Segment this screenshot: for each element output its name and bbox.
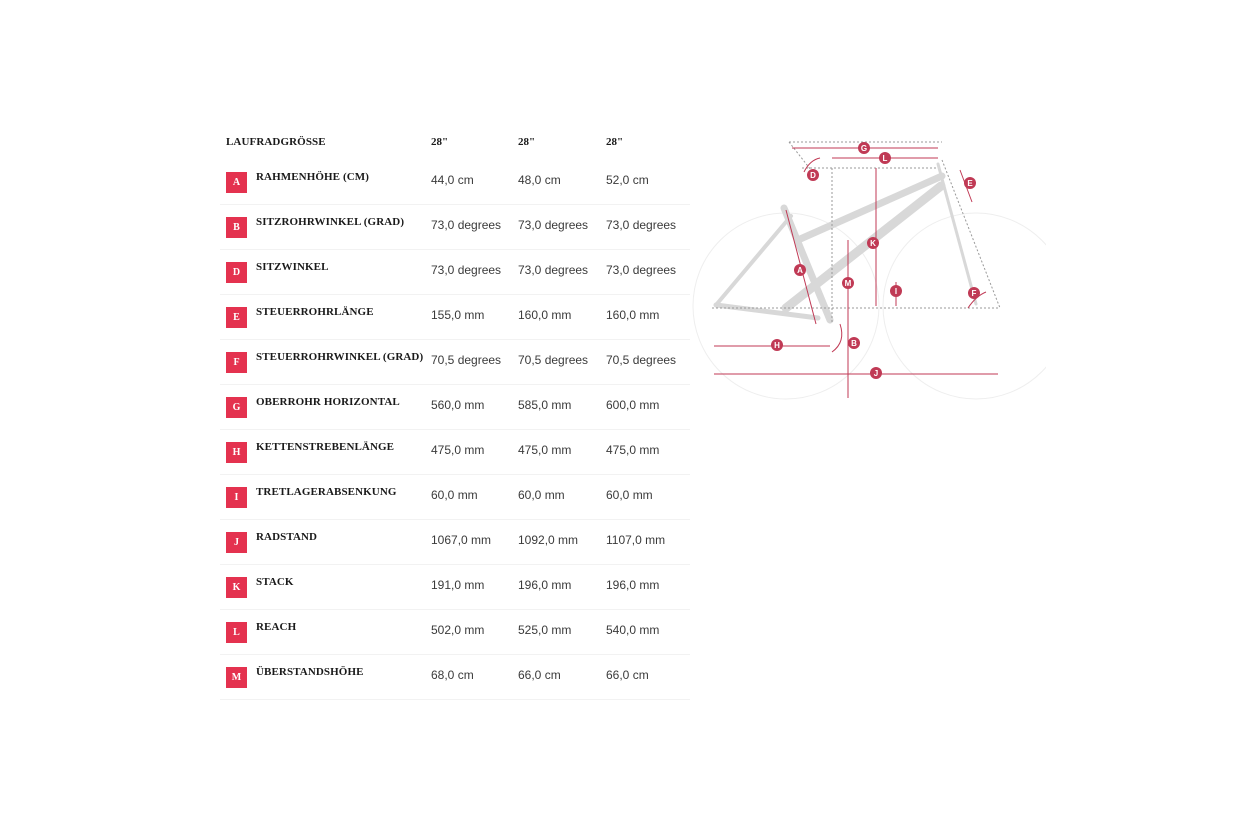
row-value: 155,0 mm xyxy=(431,308,485,322)
row-key-badge: J xyxy=(226,532,247,553)
row-label: RAHMENHÖHE (CM) xyxy=(256,171,370,183)
row-key-badge: I xyxy=(226,487,247,508)
marker-d xyxy=(807,169,819,181)
svg-text:F: F xyxy=(971,289,977,298)
front-wheel-outline xyxy=(883,213,1046,399)
row-value: 68,0 cm xyxy=(431,668,474,682)
row-value: 73,0 degrees xyxy=(518,218,589,232)
row-label: RADSTAND xyxy=(256,531,318,543)
row-divider xyxy=(220,699,690,700)
row-key-badge: A xyxy=(226,172,247,193)
row-value: 1107,0 mm xyxy=(606,533,666,547)
table-row xyxy=(220,250,690,295)
frame-geometry-diagram xyxy=(686,128,1046,408)
row-label: STEUERROHRLÄNGE xyxy=(256,306,374,318)
row-label: REACH xyxy=(256,621,297,633)
svg-text:K: K xyxy=(870,239,876,248)
row-value: 160,0 mm xyxy=(606,308,660,322)
marker-m xyxy=(842,277,854,289)
row-label: SITZWINKEL xyxy=(256,261,329,273)
row-value: 73,0 degrees xyxy=(606,263,677,277)
row-value: 70,5 degrees xyxy=(606,353,677,367)
row-key-badge: D xyxy=(226,262,247,283)
size-column-3-header: 28" xyxy=(606,136,624,148)
table-row xyxy=(220,295,690,340)
row-value: 70,5 degrees xyxy=(431,353,502,367)
row-key-badge: L xyxy=(226,622,247,643)
row-value: 191,0 mm xyxy=(431,578,485,592)
row-key-badge: F xyxy=(226,352,247,373)
row-value: 540,0 mm xyxy=(606,623,660,637)
row-value: 73,0 degrees xyxy=(431,263,502,277)
row-value: 600,0 mm xyxy=(606,398,660,412)
row-key-badge: H xyxy=(226,442,247,463)
row-key-badge: G xyxy=(226,397,247,418)
row-value: 52,0 cm xyxy=(606,173,649,187)
row-value: 560,0 mm xyxy=(431,398,485,412)
row-label: KETTENSTREBENLÄNGE xyxy=(256,441,395,453)
table-row xyxy=(220,655,690,700)
svg-text:M: M xyxy=(844,279,852,288)
row-value: 48,0 cm xyxy=(518,173,561,187)
row-label: TRETLAGERABSENKUNG xyxy=(256,486,397,498)
row-value: 502,0 mm xyxy=(431,623,485,637)
wheel-size-header: LAUFRADGRÖSSE xyxy=(226,136,326,148)
row-value: 66,0 cm xyxy=(518,668,561,682)
row-value: 60,0 mm xyxy=(606,488,653,502)
row-value: 70,5 degrees xyxy=(518,353,589,367)
row-key-badge: E xyxy=(226,307,247,328)
top-tube xyxy=(798,176,942,240)
marker-b xyxy=(848,337,860,349)
down-tube xyxy=(786,186,941,308)
marker-k xyxy=(867,237,879,249)
row-label: ÜBERSTANDSHÖHE xyxy=(256,666,364,678)
chain-stay xyxy=(716,305,818,318)
row-value: 73,0 degrees xyxy=(431,218,502,232)
svg-text:H: H xyxy=(774,341,780,350)
row-value: 73,0 degrees xyxy=(518,263,589,277)
row-key-badge: B xyxy=(226,217,247,238)
row-value: 66,0 cm xyxy=(606,668,649,682)
svg-text:A: A xyxy=(797,266,803,275)
row-value: 196,0 mm xyxy=(606,578,660,592)
row-label: OBERROHR HORIZONTAL xyxy=(256,396,400,408)
svg-text:J: J xyxy=(873,369,879,378)
table-row xyxy=(220,430,690,475)
marker-a xyxy=(794,264,806,276)
row-value: 60,0 mm xyxy=(431,488,478,502)
row-label: STACK xyxy=(256,576,294,588)
row-value: 525,0 mm xyxy=(518,623,572,637)
table-row xyxy=(220,205,690,250)
size-column-1-header: 28" xyxy=(431,136,449,148)
table-row xyxy=(220,565,690,610)
row-value: 196,0 mm xyxy=(518,578,572,592)
table-row xyxy=(220,160,690,205)
table-row xyxy=(220,385,690,430)
row-value: 475,0 mm xyxy=(606,443,660,457)
row-value: 73,0 degrees xyxy=(606,218,677,232)
geometry-table xyxy=(220,126,690,700)
row-label: SITZROHRWINKEL (GRAD) xyxy=(256,216,405,228)
row-key-badge: M xyxy=(226,667,247,688)
svg-text:G: G xyxy=(860,144,868,153)
svg-text:D: D xyxy=(810,171,816,180)
table-row xyxy=(220,475,690,520)
dimension-lines xyxy=(714,148,998,398)
row-value: 60,0 mm xyxy=(518,488,565,502)
marker-g xyxy=(858,142,870,154)
row-key-badge: K xyxy=(226,577,247,598)
row-value: 475,0 mm xyxy=(518,443,572,457)
seat-stay xyxy=(716,216,791,305)
row-value: 1067,0 mm xyxy=(431,533,492,547)
size-column-2-header: 28" xyxy=(518,136,536,148)
row-value: 475,0 mm xyxy=(431,443,485,457)
svg-text:L: L xyxy=(882,154,888,163)
svg-text:E: E xyxy=(967,179,973,188)
svg-text:I: I xyxy=(894,287,898,296)
marker-i xyxy=(890,285,902,297)
marker-h xyxy=(771,339,783,351)
dim-b-arc xyxy=(832,324,842,352)
row-value: 585,0 mm xyxy=(518,398,572,412)
marker-f xyxy=(968,287,980,299)
marker-l xyxy=(879,152,891,164)
table-row xyxy=(220,520,690,565)
row-value: 160,0 mm xyxy=(518,308,572,322)
marker-e xyxy=(964,177,976,189)
row-label: STEUERROHRWINKEL (GRAD) xyxy=(256,351,424,363)
marker-j xyxy=(870,367,882,379)
table-header-row xyxy=(220,126,690,160)
svg-text:B: B xyxy=(851,339,857,348)
row-value: 1092,0 mm xyxy=(518,533,579,547)
row-value: 44,0 cm xyxy=(431,173,474,187)
bike-frame xyxy=(716,164,976,320)
table-row xyxy=(220,610,690,655)
table-row xyxy=(220,340,690,385)
